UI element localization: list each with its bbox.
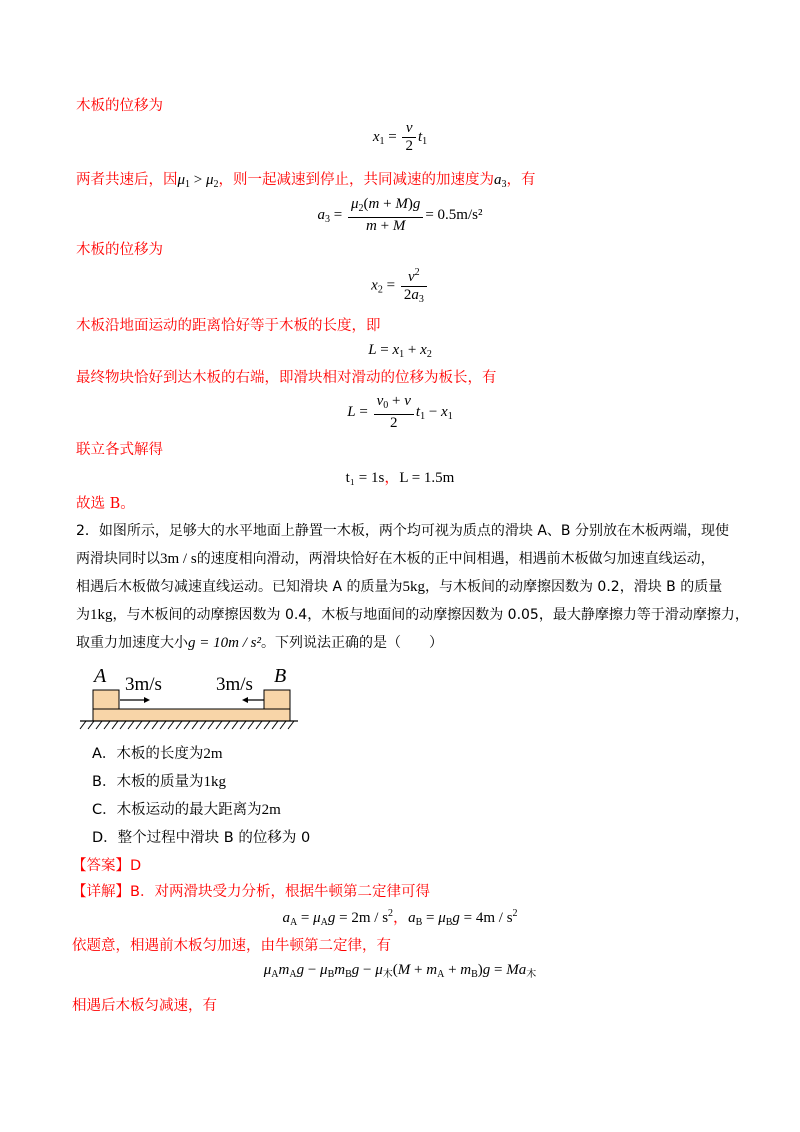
text-line: 相遇后木板匀减速，有	[72, 998, 217, 1014]
label-b: B	[274, 665, 287, 687]
equation-L-rel: L = $\frac{v_0 + v}{2}$ $t_1 - x_1$	[347, 393, 453, 431]
ground-hatch	[80, 721, 294, 729]
text-line: 木板的位移为	[76, 98, 163, 114]
block-a	[93, 690, 119, 709]
arrow-right-head	[144, 697, 150, 703]
equation-newton: $\mu_Am_Ag - \mu_Bm_Bg - \mu_木(M + m_A + m_B)g = Ma_木$	[263, 962, 537, 980]
text-line: 最终物块恰好到达木板的右端，即滑块相对滑动的位移为板长，有	[76, 370, 497, 386]
question-line: 两滑块同时以3m / s的速度相向滑动，两滑块恰好在木板的正中间相遇，相遇前木板做匀加速直线运动，	[76, 551, 715, 567]
arrow-left-head	[242, 697, 248, 703]
speed-a-label: 3m/s	[125, 674, 162, 695]
speed-b-label: 3m/s	[216, 674, 253, 695]
equation-x2: $x_2$ = $\frac{v^2}{2a_3}$	[0, 264, 800, 308]
question-line: 为1kg，与木板间的动摩擦因数为 0.4，木板与地面间的动摩擦因数为 0.05，最大静摩擦力等于滑动摩擦力，	[76, 607, 749, 623]
text-line: 故选 B。	[76, 496, 135, 512]
block-b	[264, 690, 290, 709]
answer-detail: 【详解】B．对两滑块受力分析，根据牛顿第二定律可得	[72, 884, 430, 900]
equation-L-sum: $L = x_1 + x_2$	[368, 342, 432, 360]
text-line: 木板的位移为	[76, 242, 163, 258]
option-a: A．木板的长度为2m	[92, 746, 223, 762]
text-line: 两者共速后，因$\mu_1 > \mu_2$，则一起减速到停止，共同减速的加速度为$a_3$，有	[76, 172, 536, 190]
answer-label: 【答案】D	[72, 858, 142, 874]
equation-x1: $x_1$ = $\frac{v}{2}$ $t_1$	[372, 120, 428, 154]
equation-a3: $a_3$ = $\frac{\mu_2(m + M)g}{m + M}$ = 0.5m/s²	[317, 196, 483, 234]
question-line: 取重力加速度大小g = 10m / s²。下列说法正确的是（ ）	[76, 635, 443, 651]
text-line: 依题意，相遇前木板匀加速，由牛顿第二定律，有	[72, 938, 391, 954]
text-line: 联立各式解得	[76, 442, 163, 458]
option-c: C．木板运动的最大距离为2m	[92, 802, 281, 818]
option-d: D．整个过程中滑块 B 的位移为 0	[92, 830, 311, 846]
equation-accel: $a_A = \mu_Ag = 2m / s^2$，$a_B = \mu_Bg = 4m / s^2$	[282, 908, 518, 928]
equation-result: t₁ = 1s，L = 1.5m	[345, 470, 455, 486]
question-line: 相遇后木板做匀减速直线运动。已知滑块 A 的质量为5kg，与木板间的动摩擦因数为 0.2，滑块 B 的质量	[76, 579, 723, 595]
option-b: B．木板的质量为1kg	[92, 774, 226, 790]
question-line: 2．如图所示，足够大的水平地面上静置一木板，两个均可视为质点的滑块 A、B 分别放在木板两端，现使	[76, 523, 729, 539]
board	[93, 709, 290, 721]
label-a: A	[94, 665, 107, 687]
text-line: 木板沿地面运动的距离恰好等于木板的长度，即	[76, 318, 381, 334]
board-diagram	[78, 660, 300, 740]
